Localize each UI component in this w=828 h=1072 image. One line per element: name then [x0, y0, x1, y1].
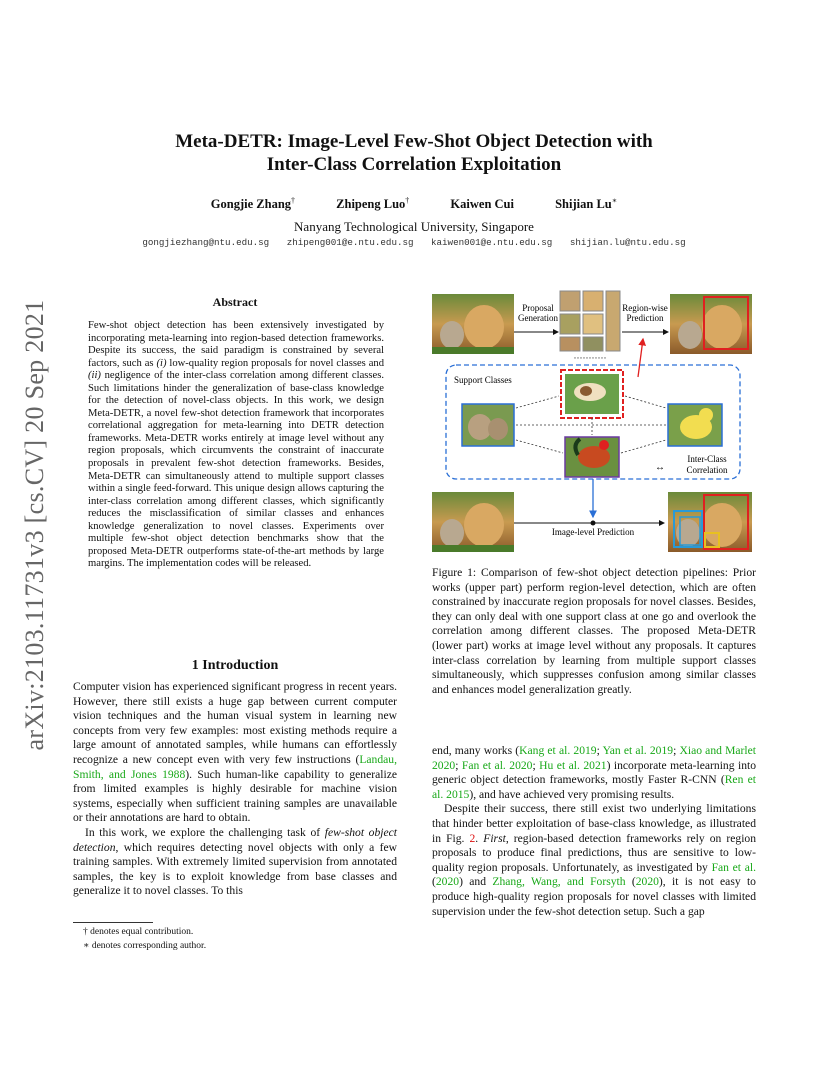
footnote-rule: [73, 922, 153, 923]
image-level-result-image: [668, 492, 752, 552]
email: kaiwen001@e.ntu.edu.sg: [431, 237, 553, 248]
citation-link[interactable]: Ren et al. 2015: [432, 773, 756, 801]
query-image-top: [432, 294, 514, 354]
correlation-legend-arrow: ↔: [655, 462, 665, 473]
label-image-level-prediction: Image-level Prediction: [551, 527, 635, 537]
email-list: [0, 237, 828, 248]
svg-text:···········: ···········: [573, 353, 607, 363]
citation-link[interactable]: Hu et al. 2021: [539, 758, 607, 772]
svg-text:Generation: Generation: [518, 313, 558, 323]
author: Gongjie Zhang†: [210, 196, 296, 212]
figure-ref-link[interactable]: 2: [469, 831, 476, 845]
author: Kaiwen Cui: [450, 197, 514, 212]
support-image-dog: [561, 370, 623, 418]
footnote: † denotes equal contribution.: [83, 927, 194, 937]
figure-1-caption: Figure 1: Comparison of few-shot object detection pipelines: Prior works (upper part) perform region-level detection, which are often constrained by inaccurate region proposals for novel classes. Besides, they can only deal with one support class at one go and overlook the correlation among different classes. The proposed Meta-DETR (lower part) works at image level without any proposals. It captures inter-class correlation by learning from multiple support classes simultaneously, which suppresses confusion among similar classes and enhances model generalization greatly.: [432, 566, 756, 696]
svg-text:Prediction: Prediction: [626, 313, 664, 323]
label-inter-class-correlation: Inter-Class: [687, 454, 727, 464]
affiliation: Nanyang Technological University, Singapore: [294, 219, 534, 234]
footnote: ∗ denotes corresponding author.: [83, 941, 207, 951]
author-list: [0, 196, 828, 212]
label-regionwise-prediction: Region-wise: [622, 303, 668, 313]
label-proposal-generation: Proposal: [522, 303, 554, 313]
intro-right-column: [432, 744, 756, 919]
region-proposals: [560, 291, 620, 363]
arxiv-side-label: arXiv:2103.11731v3 [cs.CV] 20 Sep 2021: [20, 299, 49, 751]
author: Zhipeng Luo†: [336, 196, 410, 212]
paragraph: Despite their success, there still exist two underlying limitations that hinder better exploitation of base-class knowledge, as illustrated in Fig. 2. First, region-based detection frameworks rely on region proposals to produce final predictions, thus are sensitive to low-quality region proposals. Unfortunately, as investigated by Fan et al. (2020) and Zhang, Wang, and Forsyth (2020), it is not easy to produce high-quality region proposals for novel classes with limited supervision under the few-shot detection setup. Such a gap: [432, 802, 757, 918]
svg-text:Correlation: Correlation: [686, 465, 728, 475]
figure-1-pipeline-diagram: [428, 287, 758, 559]
title-line-2: Inter-Class Correlation Exploitation: [266, 154, 562, 175]
abstract-text: Few-shot object detection has been extensively investigated by incorporating meta-learning into region-based detection frameworks. Despite its success, the said paradigm is constrained by several factors, such as (i) low-quality region proposals for novel classes and (ii) negligence of the inter-class correlation among different classes. Such limitations hinder the generalization of base-class knowledge for the detection of novel-class objects. In this work, we design Meta-DETR, a novel few-shot detection framework that incorporates correlational aggregation for meta-learning into DETR detection frameworks. Meta-DETR works entirely at image level without any region proposals, which circumvents the constraint of inaccurate proposals in prevalent few-shot detection frameworks. Besides, Meta-DETR can simultaneously attend to multiple support classes within a single feed-forward. This unique design allows capturing the inter-class correlation among different classes, which significantly reduces the misclassification of similar classes and enhances knowledge generalization to novel classes. Experiments over multiple few-shot object detection benchmarks show that the proposed Meta-DETR outperforms state-of-the-art methods by large margins. The implementation codes will be released.: [88, 320, 384, 570]
paragraph: Computer vision has experienced significant progress in recent years. However, there still exists a huge gap between current computer vision techniques and the human visual system in learning new concepts from very few examples: most existing methods require a large amount of annotated samples, while humans can effortlessly recognize a new concept even with very few instructions (Landau, Smith, and Jones 1988). Such human-like capability to generalize from limited examples is highly desirable for machine vision systems, especially when sufficient training samples are unavailable or their annotations are hard to obtain.: [73, 680, 397, 825]
citation-link[interactable]: Zhang, Wang, and Forsyth: [492, 875, 626, 889]
citation-link[interactable]: Xiao and Marlet 2020: [432, 744, 756, 772]
paper-title: [0, 130, 828, 176]
support-image-rooster: [565, 437, 619, 477]
citation-link[interactable]: 2020: [635, 875, 659, 889]
intro-left-column: [73, 680, 397, 899]
abstract-heading: Abstract: [212, 295, 258, 309]
title-line-1: Meta-DETR: Image-Level Few-Shot Object Detection with: [175, 131, 653, 152]
query-image-bottom: [432, 492, 514, 552]
citation-link[interactable]: 2020: [435, 875, 460, 889]
citation-link[interactable]: Fan et al. 2020: [461, 758, 533, 772]
author: Shijian Lu∗: [555, 196, 618, 212]
paragraph: end, many works (Kang et al. 2019; Yan et al. 2019; Xiao and Marlet 2020; Fan et al. 2020; Hu et al. 2021) incorporate meta-learning into generic object detection frameworks, mostly Faster R-CNN (Ren et al. 2015), and have achieved very promising results.: [432, 744, 757, 801]
citation-link[interactable]: Kang et al. 2019: [519, 744, 597, 757]
email: gongjiezhang@ntu.edu.sg: [142, 237, 270, 248]
label-support-classes: Support Classes: [454, 375, 512, 385]
section-heading-introduction: 1 Introduction: [191, 658, 279, 673]
citation-link[interactable]: Yan et al. 2019: [602, 744, 674, 757]
support-image-rabbits: [462, 404, 514, 446]
support-image-duckling: [668, 404, 722, 446]
region-level-result-image: [670, 294, 752, 354]
paragraph: In this work, we explore the challenging task of few-shot object detection, which requires detecting novel objects with only a few training samples. With extremely limited supervision from annotated samples, the key is to exploit knowledge from base classes and generalize it to novel classes. To this: [73, 825, 398, 898]
email: shijian.lu@ntu.edu.sg: [569, 237, 686, 248]
citation-link[interactable]: Landau, Smith, and Jones 1988: [73, 752, 397, 781]
email: zhipeng001@e.ntu.edu.sg: [286, 237, 414, 248]
citation-link[interactable]: Fan et al.: [711, 860, 756, 874]
